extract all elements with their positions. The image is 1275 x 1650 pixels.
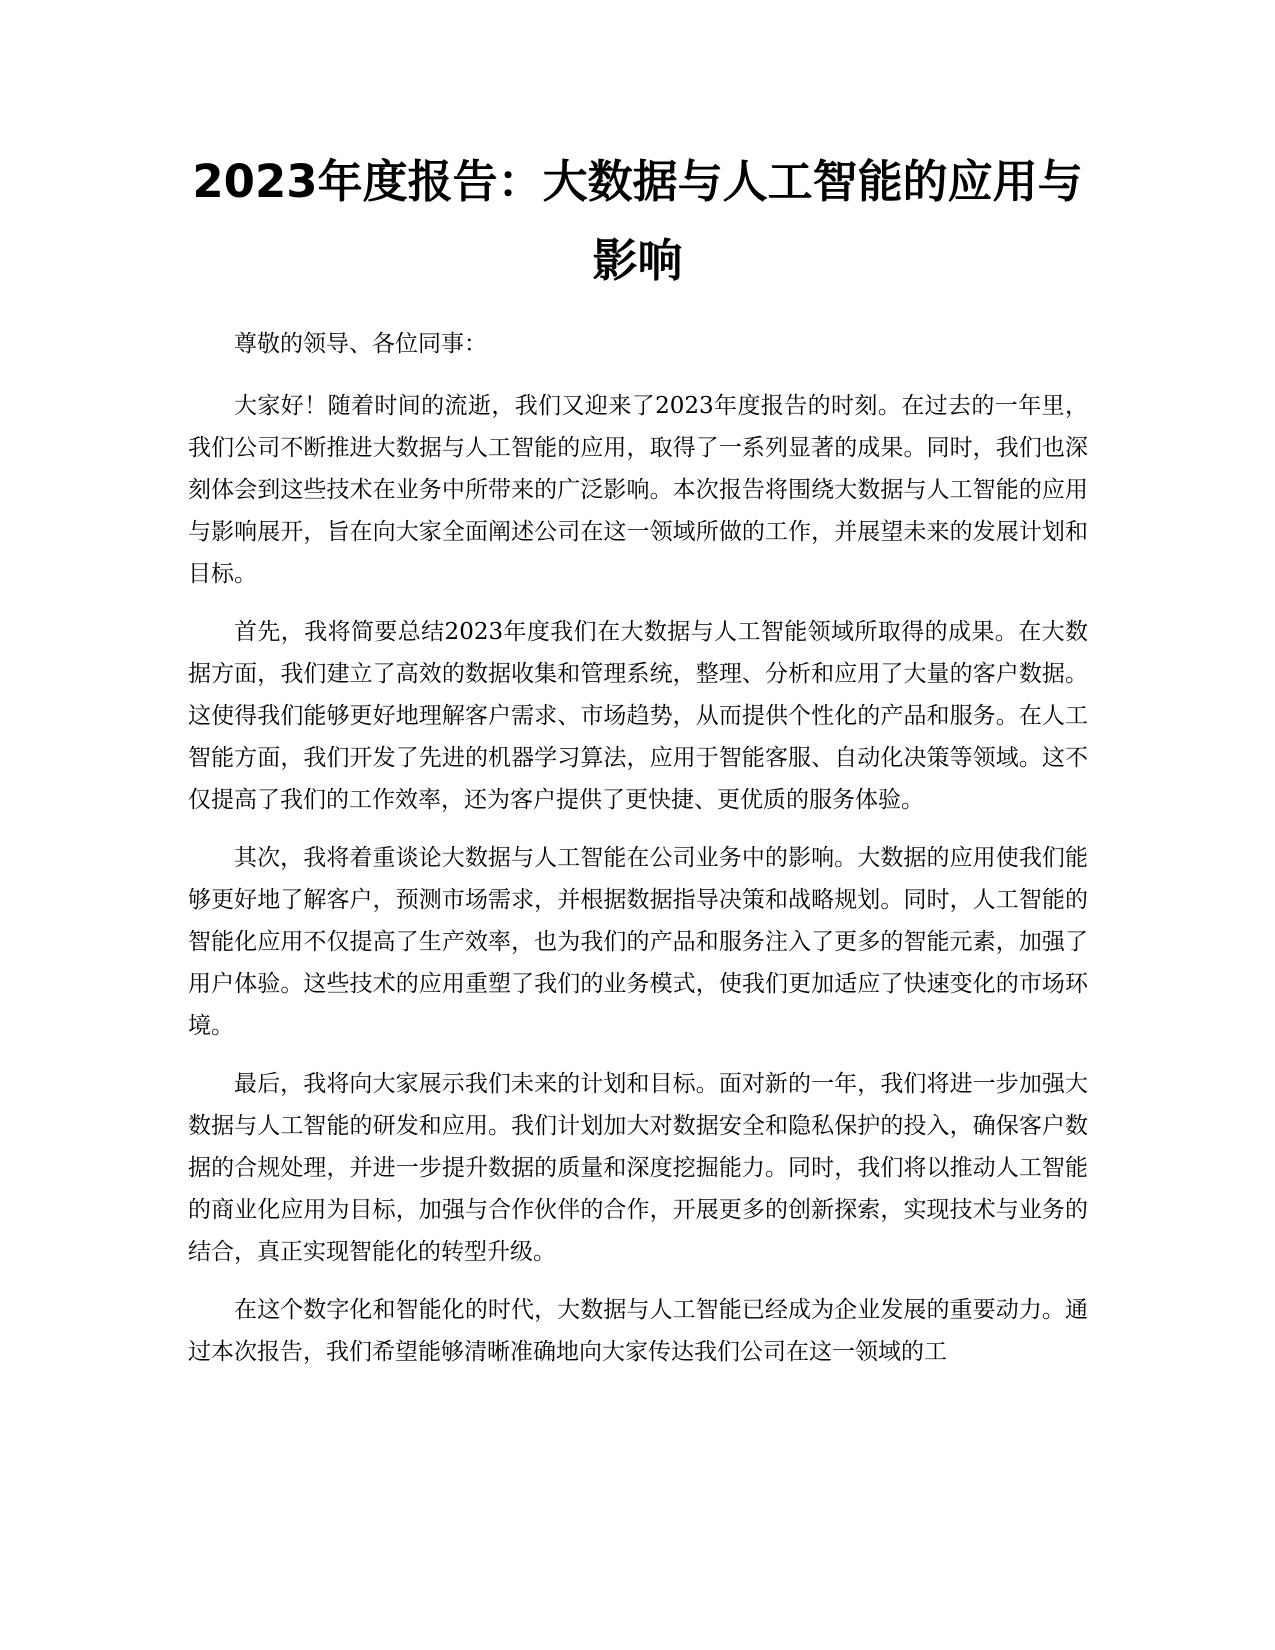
paragraph-conclusion: 在这个数字化和智能化的时代，大数据与人工智能已经成为企业发展的重要动力。通过本次报告，我们希望能够清晰准确地向大家传达我们公司在这一领域的工 — [188, 1297, 1088, 1365]
document-title — [150, 142, 1125, 300]
paragraph-introduction: 大家好！随着时间的流逝，我们又迎来了2023年度报告的时刻。在过去的一年里，我们公司不断推进大数据与人工智能的应用，取得了一系列显著的成果。同时，我们也深刻体会到这些技术在业务中所带来的广泛影响。本次报告将围绕大数据与人工智能的应用与影响展开，旨在向大家全面阐述公司在这一领域所做的工作，并展望未来的发展计划和目标。 — [188, 393, 1088, 587]
paragraph-future-plans: 最后，我将向大家展示我们未来的计划和目标。面对新的一年，我们将进一步加强大数据与人工智能的研发和应用。我们计划加大对数据安全和隐私保护的投入，确保客户数据的合规处理，并进一步提升数据的质量和深度挖掘能力。同时，我们将以推动人工智能的商业化应用为目标，加强与合作伙伴的合作，开展更多的创新探索，实现技术与业务的结合，真正实现智能化的转型升级。 — [188, 1071, 1088, 1265]
document-body — [188, 323, 1088, 1389]
paragraph-achievements: 首先，我将简要总结2023年度我们在大数据与人工智能领域所取得的成果。在大数据方面，我们建立了高效的数据收集和管理系统，整理、分析和应用了大量的客户数据。这使得我们能够更好地理解客户需求、市场趋势，从而提供个性化的产品和服务。在人工智能方面，我们开发了先进的机器学习算法，应用于智能客服、自动化决策等领域。这不仅提高了我们的工作效率，还为客户提供了更快捷、更优质的服务体验。 — [188, 619, 1088, 813]
paragraph-impact: 其次，我将着重谈论大数据与人工智能在公司业务中的影响。大数据的应用使我们能够更好地了解客户，预测市场需求，并根据数据指导决策和战略规划。同时，人工智能的智能化应用不仅提高了生产效率，也为我们的产品和服务注入了更多的智能元素，加强了用户体验。这些技术的应用重塑了我们的业务模式，使我们更加适应了快速变化的市场环境。 — [188, 845, 1088, 1039]
document-title-line-2: 影响 — [592, 234, 683, 287]
salutation: 尊敬的领导、各位同事： — [234, 331, 487, 357]
document-title-line-1: 2023年度报告：大数据与人工智能的应用与 — [192, 155, 1083, 208]
